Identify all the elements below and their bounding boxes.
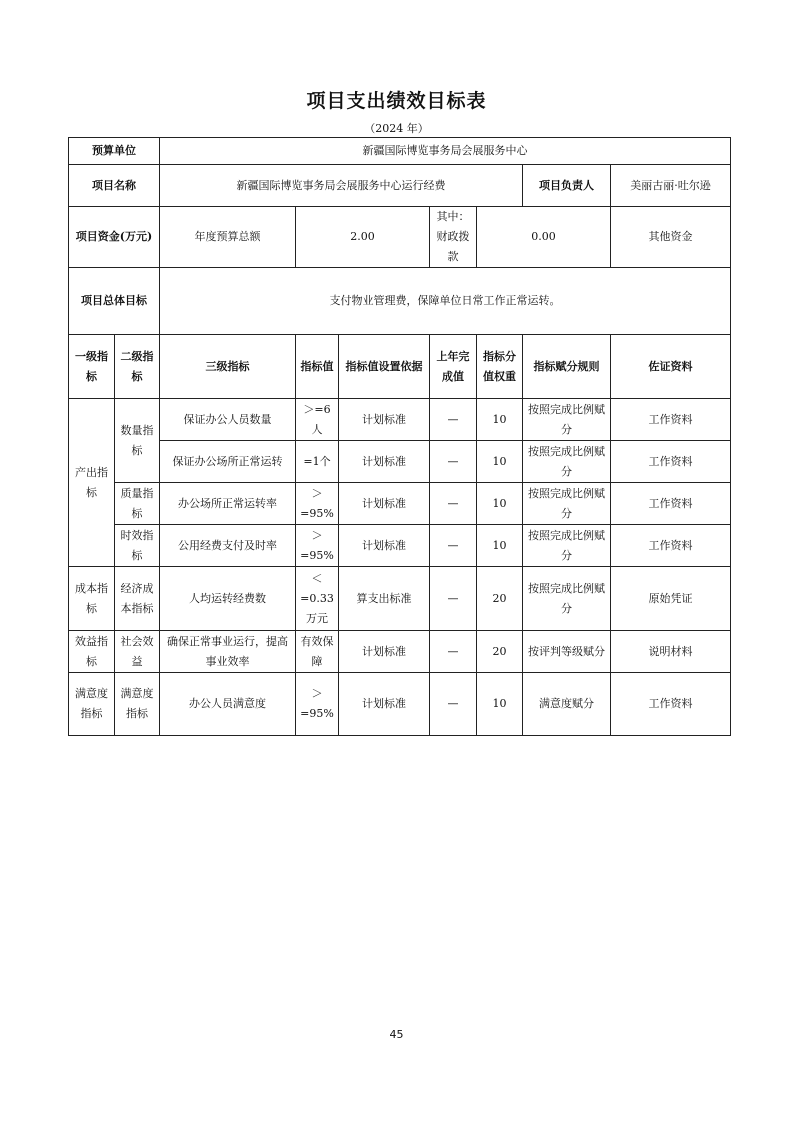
funds-row — [69, 207, 731, 268]
group-quality: 质量指标 — [115, 483, 160, 525]
indicator-basis: 计划标准 — [339, 483, 430, 525]
indicator-last-year: — — [430, 631, 477, 673]
table-row — [69, 441, 731, 483]
indicator-weight: 10 — [477, 673, 523, 736]
indicator-value: ＞=95% — [296, 673, 339, 736]
indicator-last-year: — — [430, 673, 477, 736]
project-name-row — [69, 165, 731, 207]
indicator-last-year: — — [430, 441, 477, 483]
indicator-rule: 按照完成比例赋分 — [523, 567, 611, 631]
header-value: 指标值 — [296, 335, 339, 399]
header-level3: 三级指标 — [160, 335, 296, 399]
group-timeliness: 时效指标 — [115, 525, 160, 567]
overall-goal-value: 支付物业管理费，保障单位日常工作正常运转。 — [160, 268, 731, 335]
indicator-evidence: 工作资料 — [611, 483, 731, 525]
header-basis: 指标值设置依据 — [339, 335, 430, 399]
indicator-rule: 按照完成比例赋分 — [523, 399, 611, 441]
project-owner-value: 美丽古丽·吐尔逊 — [611, 165, 731, 207]
indicator-name: 确保正常事业运行，提高事业效率 — [160, 631, 296, 673]
indicator-rule: 按照完成比例赋分 — [523, 525, 611, 567]
indicator-weight: 20 — [477, 567, 523, 631]
indicator-weight: 10 — [477, 399, 523, 441]
budget-unit-row — [69, 138, 731, 165]
indicator-value: ＞=6人 — [296, 399, 339, 441]
indicator-weight: 20 — [477, 631, 523, 673]
overall-goal-row — [69, 268, 731, 335]
group-cost: 成本指标 — [69, 567, 115, 631]
indicator-evidence: 工作资料 — [611, 441, 731, 483]
group-output: 产出指标 — [69, 399, 115, 567]
indicator-name: 人均运转经费数 — [160, 567, 296, 631]
group-social-benefit: 社会效益 — [115, 631, 160, 673]
project-name-label: 项目名称 — [69, 165, 160, 207]
indicator-basis: 计划标准 — [339, 673, 430, 736]
indicator-evidence: 工作资料 — [611, 399, 731, 441]
indicator-value: ＞=95% — [296, 525, 339, 567]
indicator-rule: 按评判等级赋分 — [523, 631, 611, 673]
indicator-value: ＞=95% — [296, 483, 339, 525]
indicator-last-year: — — [430, 399, 477, 441]
indicator-name: 保证办公人员数量 — [160, 399, 296, 441]
other-funds-label: 其他资金 — [611, 207, 731, 268]
group-quantity: 数量指标 — [115, 399, 160, 483]
indicator-evidence: 原始凭证 — [611, 567, 731, 631]
budget-unit-value: 新疆国际博览事务局会展服务中心 — [160, 138, 731, 165]
indicator-rule: 按照完成比例赋分 — [523, 483, 611, 525]
group-economic-cost: 经济成本指标 — [115, 567, 160, 631]
budget-unit-label: 预算单位 — [69, 138, 160, 165]
indicator-basis: 计划标准 — [339, 441, 430, 483]
indicator-basis: 计划标准 — [339, 399, 430, 441]
indicator-value: =1个 — [296, 441, 339, 483]
indicator-basis: 计划标准 — [339, 631, 430, 673]
page-title: 项目支出绩效目标表 — [306, 90, 487, 112]
indicator-name: 办公人员满意度 — [160, 673, 296, 736]
indicator-rule: 满意度赋分 — [523, 673, 611, 736]
overall-goal-label: 项目总体目标 — [69, 268, 160, 335]
indicator-last-year: — — [430, 567, 477, 631]
indicator-value: 有效保障 — [296, 631, 339, 673]
indicator-value: ＜=0.33万元 — [296, 567, 339, 631]
table-row — [69, 631, 731, 673]
indicator-name: 公用经费支付及时率 — [160, 525, 296, 567]
indicator-rule: 按照完成比例赋分 — [523, 441, 611, 483]
table-row — [69, 525, 731, 567]
group-benefit: 效益指标 — [69, 631, 115, 673]
indicator-last-year: — — [430, 483, 477, 525]
performance-table — [68, 137, 731, 736]
table-row — [69, 483, 731, 525]
indicator-basis: 计划标准 — [339, 525, 430, 567]
header-weight: 指标分值权重 — [477, 335, 523, 399]
header-last-year: 上年完成值 — [430, 335, 477, 399]
annual-budget-label: 年度预算总额 — [160, 207, 296, 268]
fiscal-label: 其中：财政拨款 — [430, 207, 477, 268]
fiscal-value: 0.00 — [477, 207, 611, 268]
year-label: （2024 年） — [364, 122, 429, 135]
table-row — [69, 399, 731, 441]
indicator-evidence: 工作资料 — [611, 525, 731, 567]
header-level1: 一级指标 — [69, 335, 115, 399]
indicator-basis: 算支出标准 — [339, 567, 430, 631]
header-level2: 二级指标 — [115, 335, 160, 399]
header-row — [69, 335, 731, 399]
indicator-last-year: — — [430, 525, 477, 567]
header-evidence: 佐证资料 — [611, 335, 731, 399]
funds-label: 项目资金(万元) — [69, 207, 160, 268]
page-number: 45 — [389, 1028, 404, 1041]
project-owner-label: 项目负责人 — [523, 165, 611, 207]
indicator-evidence: 说明材料 — [611, 631, 731, 673]
indicator-name: 办公场所正常运转率 — [160, 483, 296, 525]
group-satisfaction: 满意度指标 — [69, 673, 115, 736]
indicator-name: 保证办公场所正常运转 — [160, 441, 296, 483]
indicator-weight: 10 — [477, 525, 523, 567]
indicator-weight: 10 — [477, 483, 523, 525]
group-satisfaction-l2: 满意度指标 — [115, 673, 160, 736]
table-row — [69, 567, 731, 631]
table-row — [69, 673, 731, 736]
header-rule: 指标赋分规则 — [523, 335, 611, 399]
project-name-value: 新疆国际博览事务局会展服务中心运行经费 — [160, 165, 523, 207]
indicator-weight: 10 — [477, 441, 523, 483]
indicator-evidence: 工作资料 — [611, 673, 731, 736]
annual-budget-value: 2.00 — [296, 207, 430, 268]
